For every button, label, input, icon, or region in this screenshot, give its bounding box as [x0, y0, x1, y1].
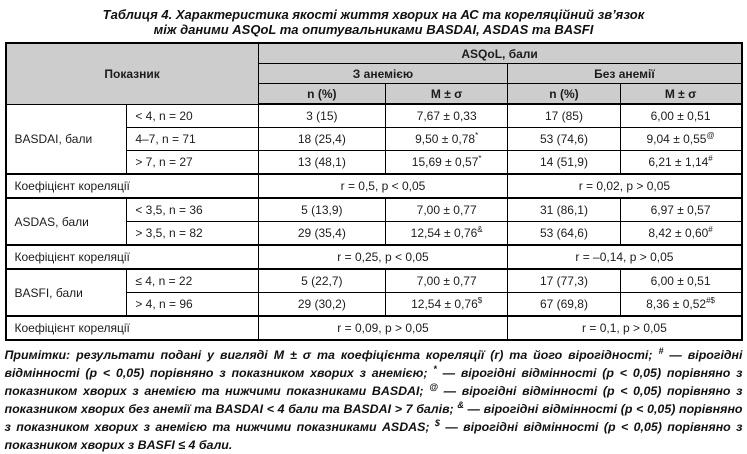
group-name-basfi: BASFI, бали [6, 269, 127, 316]
mean-cell [386, 151, 508, 175]
mean-value: 6,00 ± 0,51 [650, 109, 711, 123]
mean-cell [620, 104, 741, 128]
n-pct-cell: 53 (64,6) [508, 222, 620, 246]
n-pct-cell: 5 (13,9) [258, 198, 385, 222]
n-pct-cell: 5 (22,7) [258, 269, 385, 293]
correlation-value-no-anemia: r = 0,02, p > 0,05 [508, 174, 742, 198]
sub-range-cell: > 3,5, n = 82 [127, 222, 258, 246]
mean-cell [386, 269, 508, 293]
header-row-1 [6, 43, 742, 64]
correlation-value-anemia: r = 0,5, p < 0,05 [258, 174, 508, 198]
n-pct-cell: 14 (51,9) [508, 151, 620, 175]
significance-mark: # [708, 154, 713, 163]
n-pct-cell: 31 (86,1) [508, 198, 620, 222]
mean-cell [386, 222, 508, 246]
table-row [6, 198, 742, 222]
correlation-row [6, 174, 742, 198]
group-name-asdas: ASDAS, бали [6, 198, 127, 245]
header-cell-n-pct-anemia: n (%) [258, 84, 385, 105]
n-pct-cell: 13 (48,1) [258, 151, 385, 175]
n-pct-cell: 17 (85) [508, 104, 620, 128]
sub-range-cell: < 4, n = 20 [127, 104, 258, 128]
header-cell-indicator: Показник [6, 43, 259, 104]
mean-cell [386, 293, 508, 317]
sub-range-cell: 4–7, n = 71 [127, 128, 258, 151]
table-caption [0, 7, 747, 37]
header-cell-with-anemia: З анемією [258, 64, 508, 84]
n-pct-cell: 29 (35,4) [258, 222, 385, 246]
mean-cell [620, 222, 741, 246]
n-pct-cell: 3 (15) [258, 104, 385, 128]
mean-cell [620, 198, 741, 222]
table-header [6, 43, 742, 104]
mean-value: 7,67 ± 0,33 [416, 109, 477, 123]
significance-mark: # [708, 225, 713, 234]
sub-range-cell: > 4, n = 96 [127, 293, 258, 317]
header-cell-without-anemia: Без анемії [508, 64, 742, 84]
mean-cell [620, 151, 741, 175]
table-caption-line1: Таблиця 4. Характеристика якості життя хворих на АС та кореляційний зв’язок [102, 7, 645, 22]
mean-value: 9,50 ± 0,78 [415, 132, 476, 146]
sub-range-cell: ≤ 4, n = 22 [127, 269, 258, 293]
mean-cell [620, 293, 741, 317]
header-cell-n-pct-no-anemia: n (%) [508, 84, 620, 105]
mean-value: 12,54 ± 0,76 [410, 226, 478, 240]
significance-mark: @ [706, 131, 715, 140]
mean-value: 15,69 ± 0,57 [411, 155, 479, 169]
group-name-basdai: BASDAI, бали [6, 104, 127, 174]
n-pct-cell: 29 (30,2) [258, 293, 385, 317]
correlation-label-cell: Коефіцієнт кореляції [6, 245, 259, 269]
mean-value: 6,97 ± 0,57 [650, 203, 711, 217]
mean-value: 9,04 ± 0,55 [646, 132, 707, 146]
table-caption-line2: між даними ASQoL та опитувальниками BASDAI, ASDAS та BASFI [153, 22, 594, 37]
mean-cell [386, 198, 508, 222]
mean-value: 7,00 ± 0,77 [416, 203, 477, 217]
table-row [6, 104, 742, 128]
mean-value: 8,36 ± 0,52 [646, 297, 707, 311]
correlation-label-cell: Коефіцієнт кореляції [6, 316, 259, 340]
mean-cell [386, 104, 508, 128]
mean-cell [386, 128, 508, 151]
significance-mark: $ [477, 296, 483, 305]
significance-mark: * [475, 131, 479, 140]
correlation-value-no-anemia: r = 0,1, p > 0,05 [508, 316, 742, 340]
correlation-value-no-anemia: r = –0,14, p > 0,05 [508, 245, 742, 269]
correlation-row [6, 316, 742, 340]
n-pct-cell: 53 (74,6) [508, 128, 620, 151]
footnotes: Примітки: результати подані у вигляді М ± σ та коефіцієнта кореляції (r) та його вірогідності; # — вірогідні відмінності (p < 0,05) порівняно з показником хворих з анемією; * — вірогідні відмінності (p < 0,05) порівняно з показником хворих з анемією та нижчими показниками BASDAI; @ — вірогідні відмінності (p < 0,05) порівняно з показником хворих без анемії та BASDAI < 4 бали та BASDAI > 7 балів; & — вірогідні відмінності (p < 0,05) порівняно з показником хворих з анемією та нижчими показниками ASDAS; $ — вірогідні відмінності (p < 0,05) порівняно з показником хворих з BASFI ≤ 4 бали. [4, 345, 743, 452]
sub-range-cell: > 7, n = 27 [127, 151, 258, 175]
significance-mark: * [478, 154, 482, 163]
mean-value: 6,00 ± 0,51 [650, 274, 711, 288]
sub-range-cell: < 3,5, n = 36 [127, 198, 258, 222]
header-cell-asqol: ASQoL, бали [258, 43, 741, 64]
quality-of-life-table [5, 42, 743, 341]
correlation-value-anemia: r = 0,25, p < 0,05 [258, 245, 508, 269]
mean-cell [620, 269, 741, 293]
correlation-value-anemia: r = 0,09, p > 0,05 [258, 316, 508, 340]
mean-value: 8,42 ± 0,60 [648, 226, 709, 240]
n-pct-cell: 18 (25,4) [258, 128, 385, 151]
header-cell-m-sigma-no-anemia: M ± σ [620, 84, 741, 105]
header-cell-m-sigma-anemia: M ± σ [386, 84, 508, 105]
correlation-row [6, 245, 742, 269]
table-row [6, 269, 742, 293]
n-pct-cell: 67 (69,8) [508, 293, 620, 317]
correlation-label-cell: Коефіцієнт кореляції [6, 174, 259, 198]
significance-mark: & [477, 225, 483, 234]
mean-cell [620, 128, 741, 151]
mean-value: 7,00 ± 0,77 [416, 274, 477, 288]
significance-mark: #$ [706, 296, 715, 305]
mean-value: 12,54 ± 0,76 [411, 297, 478, 311]
mean-value: 6,21 ± 1,14 [648, 155, 709, 169]
n-pct-cell: 17 (77,3) [508, 269, 620, 293]
